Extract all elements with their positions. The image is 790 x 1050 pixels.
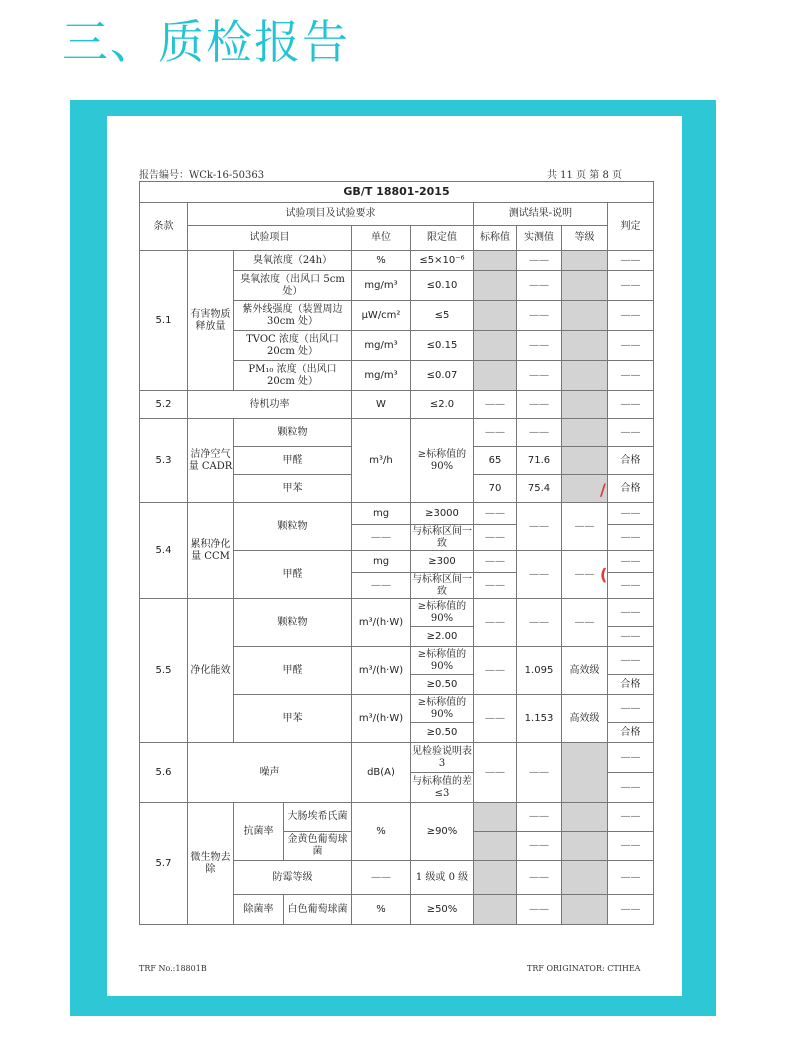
grade-empty [562, 743, 608, 803]
limit-cell: ≥50% [411, 895, 474, 925]
category-5-3: 洁净空气量 CADR [188, 419, 234, 503]
clause-5-5: 5.5 [140, 599, 188, 743]
nominal-dash: —— [474, 419, 517, 447]
category-5-1: 有害物质释放量 [188, 251, 234, 391]
nominal-dash: —— [474, 551, 517, 573]
limit-cell: ≥标称值的 90% [411, 695, 474, 723]
measured-dash: —— [517, 271, 562, 301]
limit-cell: ≥标称值的 90% [411, 599, 474, 627]
grade-dash: —— [562, 599, 608, 647]
unit-cell: mg/m³ [352, 361, 411, 391]
judge-dash: —— [608, 695, 654, 723]
grade-empty [562, 895, 608, 925]
header-judge: 判定 [608, 203, 654, 251]
judge-dash: —— [608, 647, 654, 675]
grade-empty [562, 447, 608, 475]
header-results: 测试结果-说明 [474, 203, 608, 226]
category-5-4: 累积净化量 CCM [188, 503, 234, 599]
measured-dash: —— [517, 361, 562, 391]
nominal-dash: —— [474, 525, 517, 551]
clause-5-2: 5.2 [140, 391, 188, 419]
limit-cell: ≥2.00 [411, 627, 474, 647]
item-cadr-particle: 颗粒物 [234, 419, 352, 447]
category-5-7: 微生物去除 [188, 803, 234, 925]
judge-dash: —— [608, 773, 654, 803]
limit-cell: 1 级或 0 级 [411, 861, 474, 895]
nominal-empty [474, 861, 517, 895]
grade-empty [562, 832, 608, 861]
item-ozone-outlet: 臭氧浓度（出风口 5cm 处） [234, 271, 352, 301]
judge-dash: —— [608, 551, 654, 573]
item-eff-toluene: 甲苯 [234, 695, 352, 743]
report-frame [70, 100, 716, 1016]
stamp-mark-icon: / [600, 480, 606, 499]
unit-cell: mg [352, 551, 411, 573]
item-antibacterial: 抗菌率 [234, 803, 284, 861]
judge-dash: —— [608, 271, 654, 301]
judge-pass: 合格 [608, 675, 654, 695]
item-pm10: PM₁₀ 浓度（出风口 20cm 处） [234, 361, 352, 391]
grade-empty [562, 301, 608, 331]
grade-empty [562, 861, 608, 895]
judge-dash: —— [608, 331, 654, 361]
header-measured: 实测值 [517, 226, 562, 251]
measured-value: 75.4 [517, 475, 562, 503]
unit-cell: W [352, 391, 411, 419]
judge-dash: —— [608, 503, 654, 525]
judge-dash: —— [608, 391, 654, 419]
unit-cell: % [352, 251, 411, 271]
judge-pass: 合格 [608, 447, 654, 475]
grade-empty [562, 419, 608, 447]
unit-dash: —— [352, 861, 411, 895]
measured-dash: —— [517, 832, 562, 861]
clause-5-7: 5.7 [140, 803, 188, 925]
unit-cell: dB(A) [352, 743, 411, 803]
header-limit: 限定值 [411, 226, 474, 251]
stamp-mark-icon: ( [600, 565, 608, 584]
judge-dash: —— [608, 361, 654, 391]
clause-5-6: 5.6 [140, 743, 188, 803]
judge-pass: 合格 [608, 723, 654, 743]
nominal-dash: —— [474, 647, 517, 695]
item-cadr-formaldehyde: 甲醛 [234, 447, 352, 475]
unit-dash: —— [352, 573, 411, 599]
judge-pass: 合格 [608, 475, 654, 503]
limit-cell: ≥0.50 [411, 675, 474, 695]
grade-empty [562, 331, 608, 361]
limit-cell: ≤5×10⁻⁶ [411, 251, 474, 271]
report-sheet [107, 116, 682, 996]
clause-5-3: 5.3 [140, 419, 188, 503]
unit-cell: m³/(h·W) [352, 695, 411, 743]
header-grade: 等级 [562, 226, 608, 251]
limit-cell: 与标称区间一致 [412, 525, 472, 549]
grade-value: 高效级 [562, 647, 608, 695]
report-number: 报告编号：WCk-16-50363 [139, 170, 265, 181]
unit-cell: m³/(h·W) [352, 647, 411, 695]
measured-value: 1.153 [517, 695, 562, 743]
standard-title: GB/T 18801-2015 [140, 182, 654, 203]
item-ccm-particle: 颗粒物 [234, 503, 352, 551]
unit-dash: —— [352, 525, 411, 551]
judge-dash: —— [608, 832, 654, 861]
nominal-value: 70 [474, 475, 517, 503]
measured-dash: —— [517, 861, 562, 895]
item-noise: 噪声 [188, 743, 352, 803]
unit-cell: % [352, 803, 411, 861]
unit-cell: μW/cm² [352, 301, 411, 331]
limit-cell: ≥90% [411, 803, 474, 861]
measured-dash: —— [517, 301, 562, 331]
nominal-empty [474, 895, 517, 925]
measured-dash: —— [517, 803, 562, 832]
header-nominal: 标称值 [474, 226, 517, 251]
item-staph-albus: 白色葡萄球菌 [284, 895, 352, 925]
nominal-empty [474, 361, 517, 391]
grade-value: 高效级 [562, 695, 608, 743]
item-ozone-24h: 臭氧浓度（24h） [234, 251, 352, 271]
limit-cell: ≥0.50 [411, 723, 474, 743]
nominal-dash: —— [474, 503, 517, 525]
footer-trf-no: TRF No.:18801B [139, 964, 207, 973]
header-test-items: 试验项目及试验要求 [188, 203, 474, 226]
grade-empty [562, 251, 608, 271]
clause-5-4: 5.4 [140, 503, 188, 599]
nominal-dash: —— [474, 599, 517, 647]
nominal-empty [474, 301, 517, 331]
unit-cell: mg/m³ [352, 271, 411, 301]
grade-dash: —— [562, 503, 608, 551]
unit-cadr: m³/h [352, 419, 411, 503]
limit-cadr: ≥标称值的 90% [411, 419, 474, 503]
limit-cell: ≤0.10 [411, 271, 474, 301]
unit-cell: % [352, 895, 411, 925]
judge-dash: —— [608, 743, 654, 773]
judge-dash: —— [608, 861, 654, 895]
header-unit: 单位 [352, 226, 411, 251]
limit-cell: ≤5 [411, 301, 474, 331]
judge-dash: —— [608, 419, 654, 447]
nominal-dash: —— [474, 573, 517, 599]
item-sterilization: 除菌率 [234, 895, 284, 925]
limit-cell: ≤0.15 [411, 331, 474, 361]
item-ccm-formaldehyde: 甲醛 [234, 551, 352, 599]
item-staph-aureus: 金黄色葡萄球菌 [284, 832, 352, 861]
item-eff-particle: 颗粒物 [234, 599, 352, 647]
judge-dash: —— [608, 525, 654, 551]
item-standby-power: 待机功率 [188, 391, 352, 419]
page-title: 三、质检报告 [62, 15, 350, 69]
nominal-dash: —— [474, 391, 517, 419]
page-info: 共 11 页 第 8 页 [547, 170, 622, 181]
judge-dash: —— [608, 573, 654, 599]
limit-cell: ≥300 [411, 551, 474, 573]
measured-dash: —— [517, 743, 562, 803]
limit-cell: ≥3000 [411, 503, 474, 525]
limit-cell: 与标称区间一致 [412, 573, 472, 597]
judge-dash: —— [608, 895, 654, 925]
footer-trf-originator: TRF ORIGINATOR: CTIHEA [527, 964, 641, 973]
measured-dash: —— [517, 251, 562, 271]
item-uv: 紫外线强度（装置周边 30cm 处） [234, 301, 352, 331]
grade-dash: —— [562, 551, 608, 599]
nominal-empty [474, 271, 517, 301]
category-5-5: 净化能效 [188, 599, 234, 743]
limit-cell: 与标称值的差≤3 [411, 773, 474, 803]
item-cadr-toluene: 甲苯 [234, 475, 352, 503]
judge-dash: —— [608, 627, 654, 647]
header-clause: 条款 [140, 203, 188, 251]
nominal-empty [474, 331, 517, 361]
nominal-dash: —— [474, 743, 517, 803]
judge-dash: —— [608, 599, 654, 627]
limit-cell: ≤2.0 [411, 391, 474, 419]
grade-empty [562, 361, 608, 391]
measured-dash: —— [517, 599, 562, 647]
grade-empty [562, 391, 608, 419]
nominal-empty [474, 251, 517, 271]
nominal-empty [474, 832, 517, 861]
header-test-item: 试验项目 [188, 226, 352, 251]
measured-dash: —— [517, 331, 562, 361]
measured-value: 71.6 [517, 447, 562, 475]
limit-cell: ≤0.07 [411, 361, 474, 391]
measured-value: 1.095 [517, 647, 562, 695]
item-tvoc: TVOC 浓度（出风口 20cm 处） [234, 331, 352, 361]
grade-empty [562, 803, 608, 832]
clause-5-1: 5.1 [140, 251, 188, 391]
nominal-empty [474, 803, 517, 832]
item-ecoli: 大肠埃希氏菌 [284, 803, 352, 832]
unit-cell: m³/(h·W) [352, 599, 411, 647]
item-eff-formaldehyde: 甲醛 [234, 647, 352, 695]
limit-cell: 见检验说明表 3 [411, 743, 474, 773]
measured-dash: —— [517, 895, 562, 925]
measured-dash: —— [517, 391, 562, 419]
item-mold-grade: 防霉等级 [234, 861, 352, 895]
unit-cell: mg [352, 503, 411, 525]
judge-dash: —— [608, 803, 654, 832]
nominal-value: 65 [474, 447, 517, 475]
measured-dash: —— [517, 551, 562, 599]
judge-dash: —— [608, 301, 654, 331]
limit-cell: ≥标称值的 90% [411, 647, 474, 675]
grade-empty [562, 271, 608, 301]
unit-cell: mg/m³ [352, 331, 411, 361]
nominal-dash: —— [474, 695, 517, 743]
measured-dash: —— [517, 503, 562, 551]
measured-dash: —— [517, 419, 562, 447]
quality-table [139, 181, 654, 925]
judge-dash: —— [608, 251, 654, 271]
